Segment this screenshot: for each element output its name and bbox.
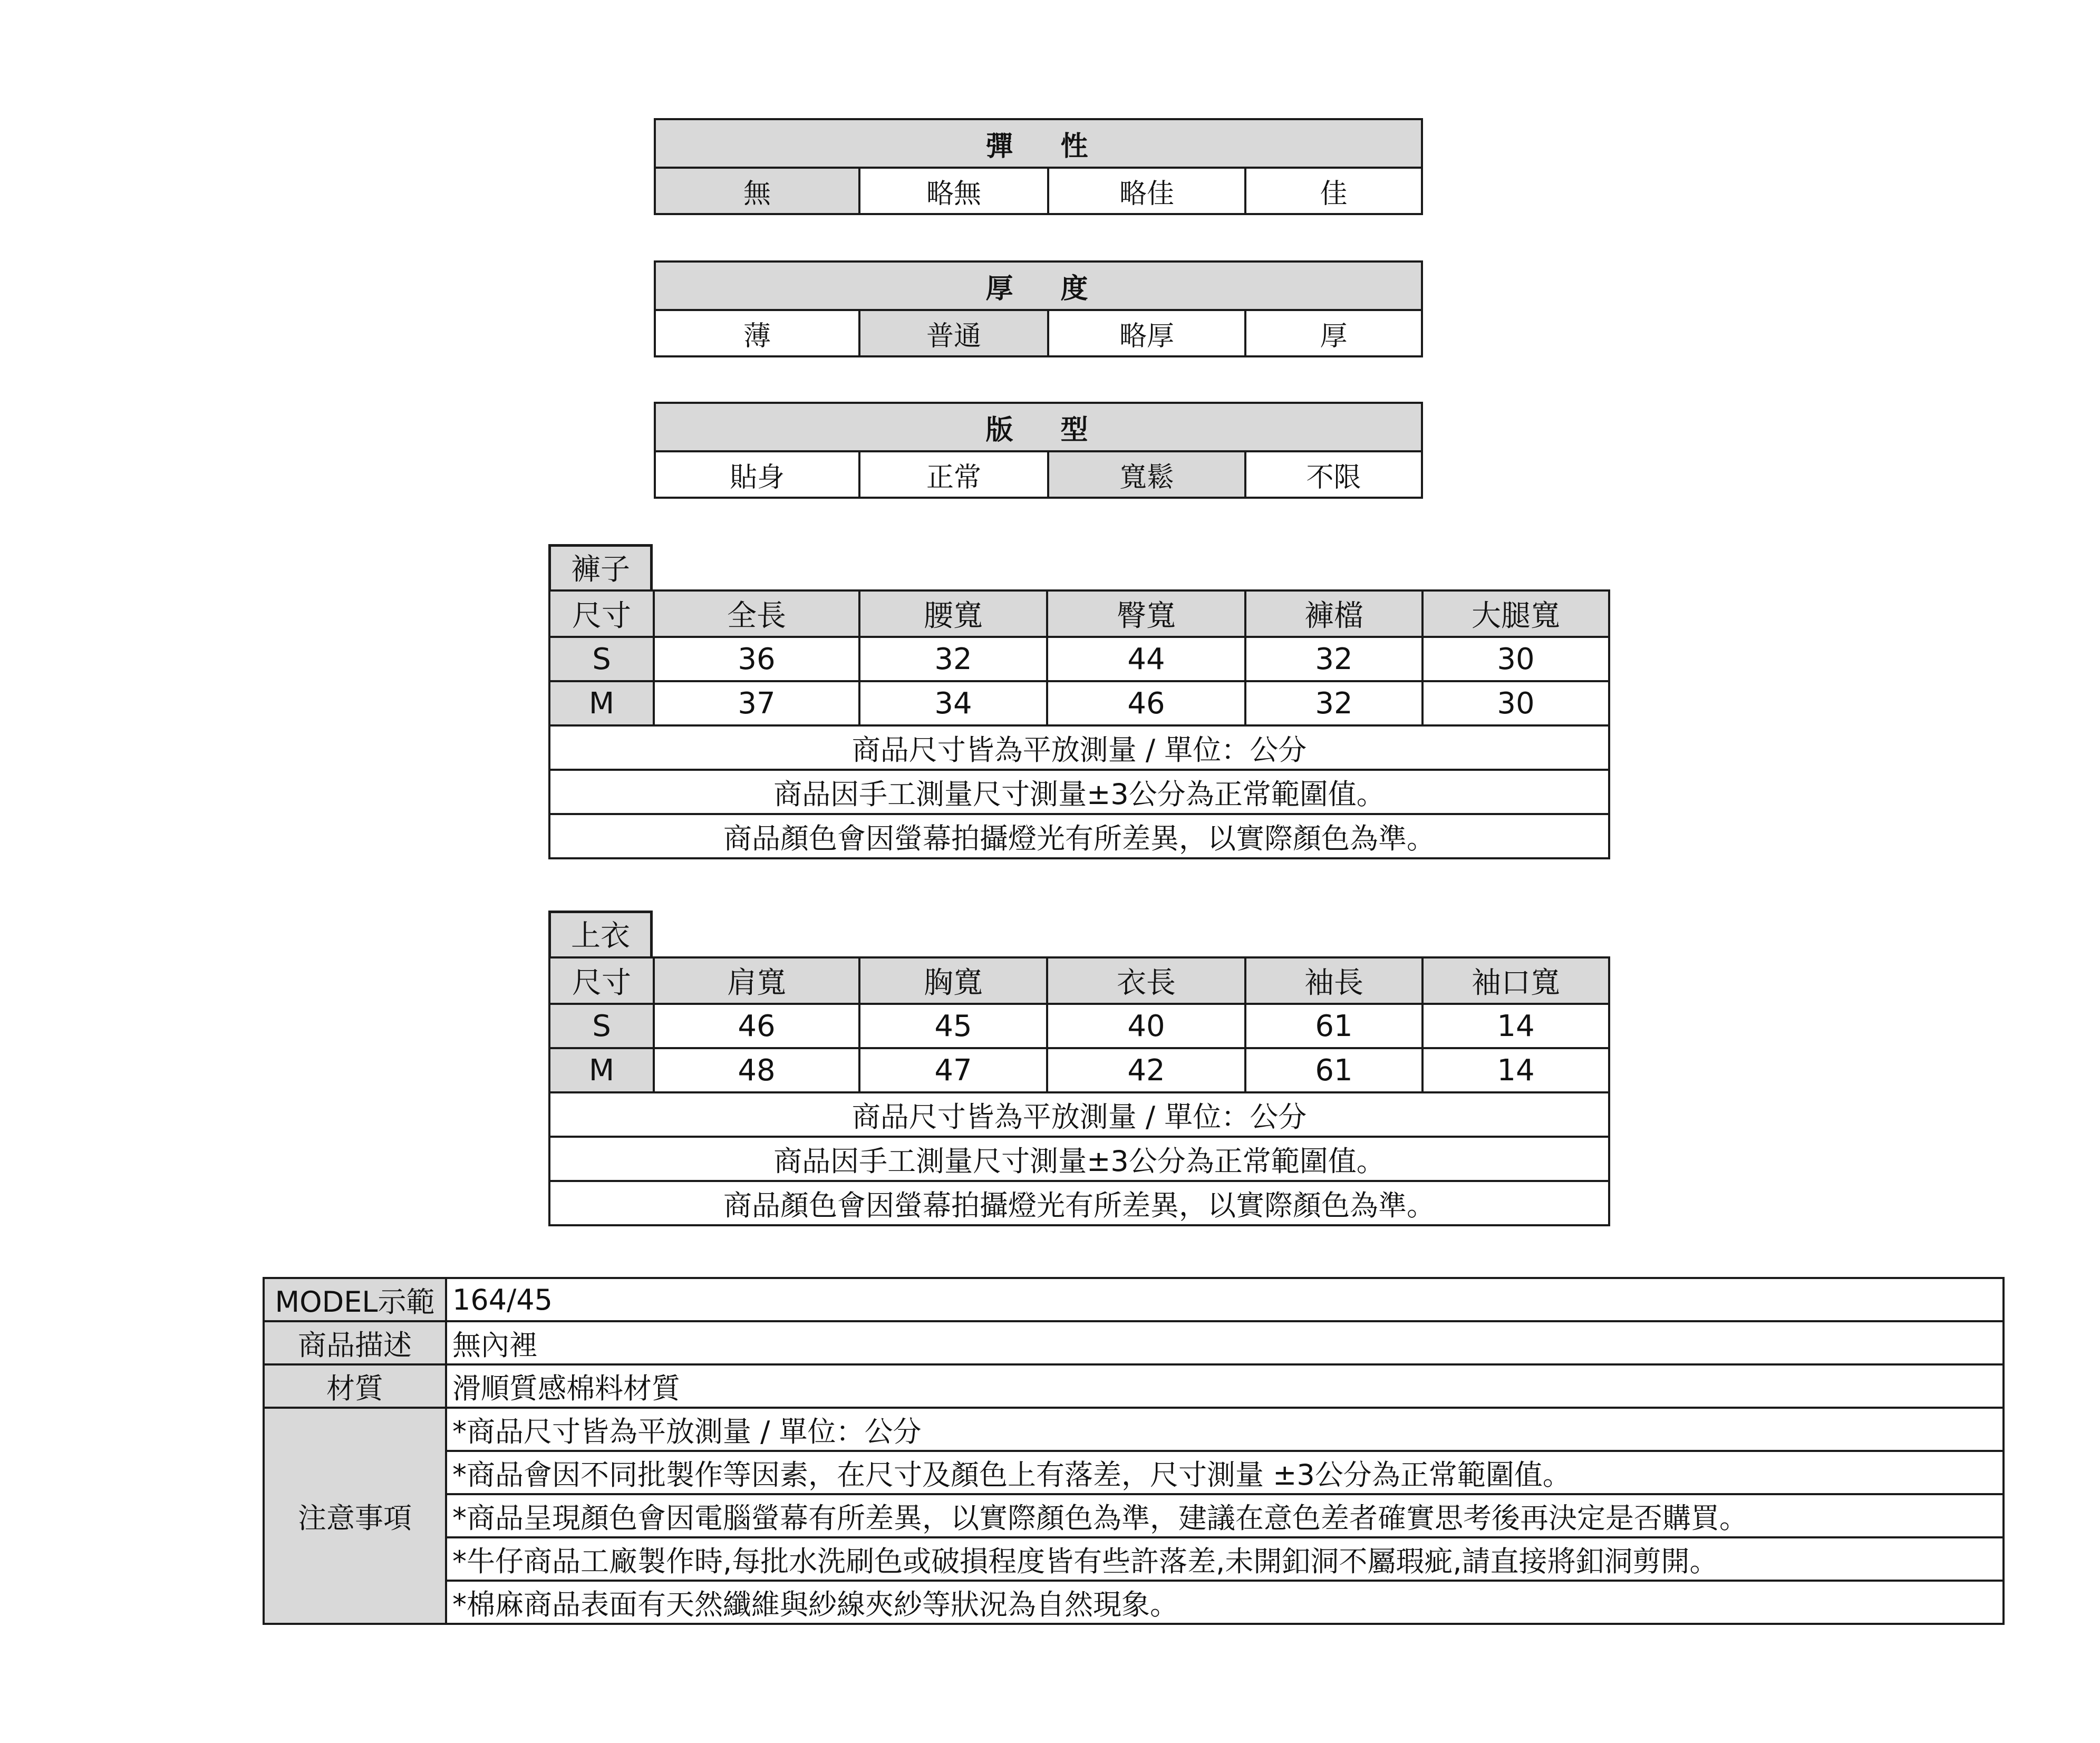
model-label: MODEL示範 <box>264 1278 446 1321</box>
elasticity-option: 略佳 <box>1048 168 1245 214</box>
material-value: 滑順質感棉料材質 <box>446 1364 2004 1408</box>
value-cell: 36 <box>654 637 859 681</box>
thickness-option: 略厚 <box>1048 310 1245 356</box>
column-header: 臀寬 <box>1047 590 1245 637</box>
column-header: 胸寬 <box>859 957 1047 1004</box>
size-label: 尺寸 <box>549 590 654 637</box>
column-header: 衣長 <box>1047 957 1245 1004</box>
product-info-table <box>263 1277 2005 1625</box>
tolerance-note: 商品因手工測量尺寸測量±3公分為正常範圍值。 <box>549 1137 1609 1181</box>
measurement-note: 商品尺寸皆為平放測量 / 單位：公分 <box>549 725 1609 770</box>
value-cell: 14 <box>1422 1004 1609 1048</box>
pants-tag: 褲子 <box>548 544 653 590</box>
fit-option: 不限 <box>1245 451 1422 498</box>
thickness-option: 厚 <box>1245 310 1422 356</box>
model-value: 164/45 <box>446 1278 2004 1321</box>
color-note: 商品顏色會因螢幕拍攝燈光有所差異，以實際顏色為準。 <box>549 814 1609 858</box>
value-cell: 42 <box>1047 1048 1245 1092</box>
table-row <box>549 681 1609 725</box>
fit-option: 貼身 <box>655 451 859 498</box>
value-cell: 32 <box>859 637 1047 681</box>
value-cell: 34 <box>859 681 1047 725</box>
column-header: 褲檔 <box>1245 590 1422 637</box>
size-cell: S <box>549 1004 654 1048</box>
material-label: 材質 <box>264 1364 446 1408</box>
elasticity-table <box>654 118 1423 215</box>
table-row <box>549 637 1609 681</box>
description-value: 無內裡 <box>446 1321 2004 1364</box>
column-header: 肩寬 <box>654 957 859 1004</box>
top-tag: 上衣 <box>548 911 653 957</box>
notes-label: 注意事項 <box>264 1408 446 1624</box>
size-cell: S <box>549 637 654 681</box>
elasticity-title: 彈 性 <box>655 119 1422 168</box>
pants-size-table <box>548 589 1610 859</box>
value-cell: 32 <box>1245 681 1422 725</box>
fit-option: 正常 <box>859 451 1048 498</box>
value-cell: 37 <box>654 681 859 725</box>
value-cell: 61 <box>1245 1048 1422 1092</box>
table-row <box>549 1048 1609 1092</box>
column-header: 袖長 <box>1245 957 1422 1004</box>
value-cell: 47 <box>859 1048 1047 1092</box>
elasticity-option: 佳 <box>1245 168 1422 214</box>
size-cell: M <box>549 1048 654 1092</box>
value-cell: 30 <box>1422 637 1609 681</box>
top-size-table <box>548 956 1610 1226</box>
fit-table <box>654 402 1423 499</box>
value-cell: 45 <box>859 1004 1047 1048</box>
notice-item: *商品尺寸皆為平放測量 / 單位：公分 <box>446 1408 2004 1451</box>
notice-item: *商品會因不同批製作等因素，在尺寸及顏色上有落差，尺寸測量 ±3公分為正常範圍值。 <box>446 1451 2004 1494</box>
value-cell: 32 <box>1245 637 1422 681</box>
notice-item: *商品呈現顏色會因電腦螢幕有所差異，以實際顏色為準，建議在意色差者確實思考後再決定是否購買。 <box>446 1494 2004 1537</box>
thickness-table <box>654 260 1423 357</box>
notice-item: *牛仔商品工廠製作時,每批水洗刷色或破損程度皆有些許落差,未開釦洞不屬瑕疵,請直接將釦洞剪開。 <box>446 1537 2004 1581</box>
measurement-note: 商品尺寸皆為平放測量 / 單位：公分 <box>549 1092 1609 1137</box>
size-label: 尺寸 <box>549 957 654 1004</box>
description-label: 商品描述 <box>264 1321 446 1364</box>
thickness-option: 普通 <box>859 310 1048 356</box>
size-cell: M <box>549 681 654 725</box>
thickness-title: 厚 度 <box>655 262 1422 310</box>
column-header: 大腿寬 <box>1422 590 1609 637</box>
elasticity-option: 無 <box>655 168 859 214</box>
value-cell: 46 <box>654 1004 859 1048</box>
value-cell: 44 <box>1047 637 1245 681</box>
value-cell: 14 <box>1422 1048 1609 1092</box>
fit-option: 寬鬆 <box>1048 451 1245 498</box>
value-cell: 40 <box>1047 1004 1245 1048</box>
table-row <box>549 1004 1609 1048</box>
color-note: 商品顏色會因螢幕拍攝燈光有所差異，以實際顏色為準。 <box>549 1181 1609 1225</box>
column-header: 腰寬 <box>859 590 1047 637</box>
value-cell: 48 <box>654 1048 859 1092</box>
notice-item: *棉麻商品表面有天然纖維與紗線夾紗等狀況為自然現象。 <box>446 1581 2004 1624</box>
column-header: 袖口寬 <box>1422 957 1609 1004</box>
tolerance-note: 商品因手工測量尺寸測量±3公分為正常範圍值。 <box>549 770 1609 814</box>
thickness-option: 薄 <box>655 310 859 356</box>
column-header: 全長 <box>654 590 859 637</box>
value-cell: 30 <box>1422 681 1609 725</box>
elasticity-option: 略無 <box>859 168 1048 214</box>
value-cell: 61 <box>1245 1004 1422 1048</box>
fit-title: 版 型 <box>655 403 1422 451</box>
value-cell: 46 <box>1047 681 1245 725</box>
